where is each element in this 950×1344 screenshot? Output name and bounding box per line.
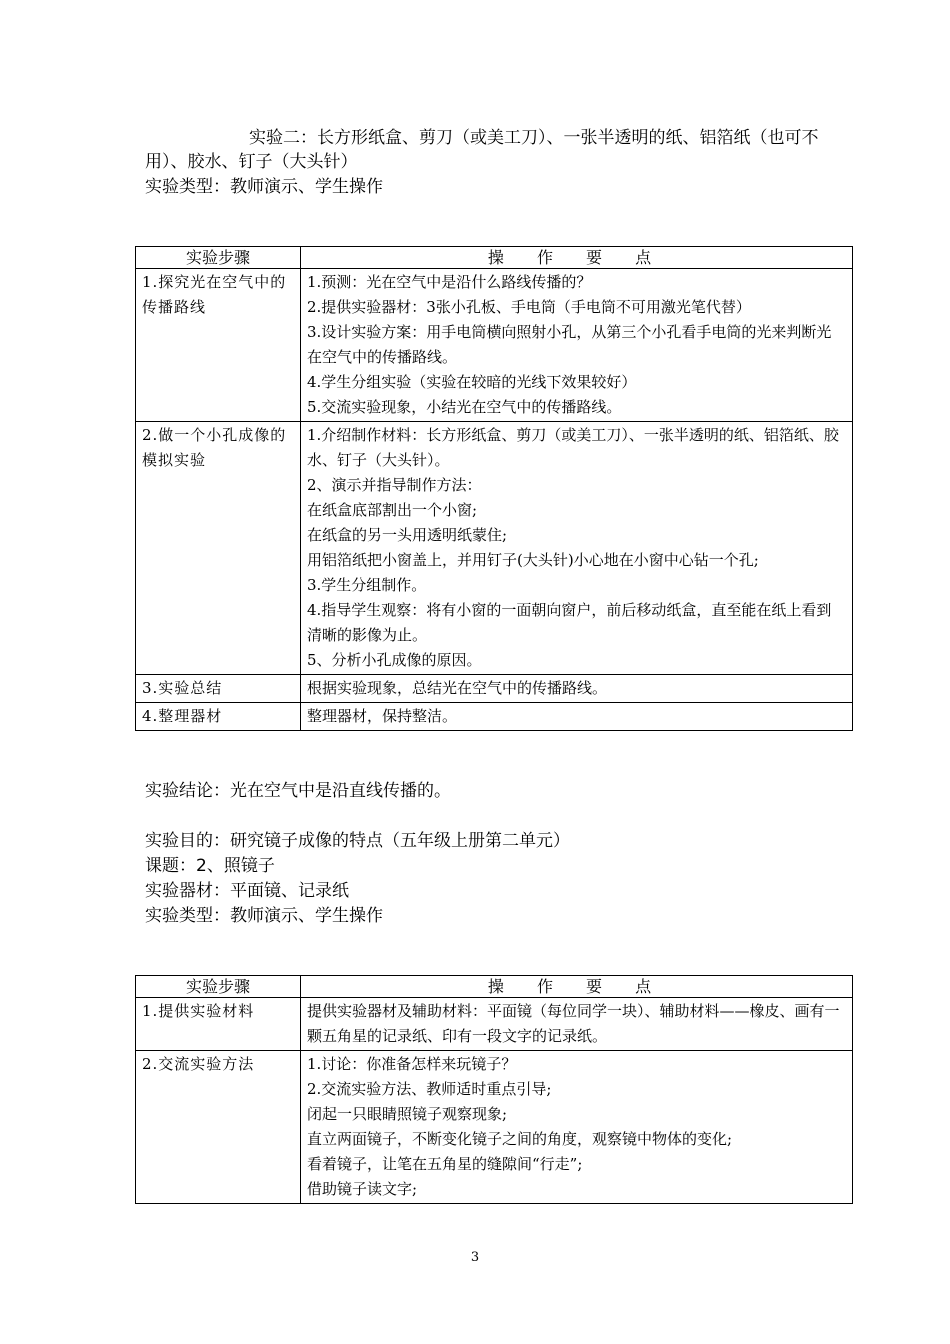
experiment-type-1: 实验类型：教师演示、学生操作 bbox=[145, 177, 383, 197]
step-cell: 2.交流实验方法 bbox=[136, 1051, 301, 1204]
table-row bbox=[136, 269, 853, 422]
point-line: 借助镜子读文字; bbox=[307, 1180, 418, 1198]
header-steps: 实验步骤 bbox=[136, 247, 301, 269]
equipment-line: 实验器材：平面镜、记录纸 bbox=[145, 881, 349, 901]
points-cell bbox=[301, 269, 853, 422]
point-line: 闭起一只眼睛照镜子观察现象; bbox=[307, 1105, 508, 1123]
experiment-type-2: 实验类型：教师演示、学生操作 bbox=[145, 906, 383, 926]
points-cell bbox=[301, 675, 853, 703]
page-number: 3 bbox=[470, 1250, 480, 1265]
step-cell: 2.做一个小孔成像的模拟实验 bbox=[136, 422, 301, 675]
steps-table-2 bbox=[135, 975, 853, 1204]
point-line: 用铝箔纸把小窗盖上，并用钉子(大头针)小心地在小窗中心钻一个孔; bbox=[307, 551, 759, 569]
table-row bbox=[136, 675, 853, 703]
table-row bbox=[136, 703, 853, 731]
point-line: 2.交流实验方法、教师适时重点引导; bbox=[307, 1080, 552, 1098]
step-cell: 1.探究光在空气中的传播路线 bbox=[136, 269, 301, 422]
header-steps: 实验步骤 bbox=[136, 976, 301, 998]
point-line: 4.指导学生观察：将有小窗的一面朝向窗户，前后移动纸盒，直至能在纸上看到清晰的影像为止。 bbox=[307, 601, 832, 644]
point-line: 2.提供实验器材：3张小孔板、手电筒（手电筒不可用激光笔代替） bbox=[307, 298, 751, 316]
point-line: 在纸盒的另一头用透明纸蒙住; bbox=[307, 526, 508, 544]
point-line: 2、演示并指导制作方法： bbox=[307, 476, 482, 494]
step-cell: 3.实验总结 bbox=[136, 675, 301, 703]
point-line: 根据实验现象，总结光在空气中的传播路线。 bbox=[307, 679, 608, 697]
steps-table-1 bbox=[135, 246, 853, 731]
step-cell: 1.提供实验材料 bbox=[136, 998, 301, 1051]
points-cell bbox=[301, 422, 853, 675]
table-row bbox=[136, 422, 853, 675]
point-line: 提供实验器材及辅助材料：平面镜（每位同学一块）、辅助材料——橡皮、画有一颗五角星的记录纸、印有一段文字的记录纸。 bbox=[307, 1002, 840, 1045]
materials-paragraph bbox=[145, 126, 825, 174]
materials-line-1: 实验二：长方形纸盒、剪刀（或美工刀）、一张半透明的纸、铝箔纸（也 bbox=[249, 128, 785, 148]
table-header-row bbox=[136, 247, 853, 269]
point-line: 3.学生分组制作。 bbox=[307, 576, 427, 594]
point-line: 5、分析小孔成像的原因。 bbox=[307, 651, 482, 669]
point-line: 看着镜子，让笔在五角星的缝隙间“行走”; bbox=[307, 1155, 583, 1173]
point-line: 1.预测：光在空气中是沿什么路线传播的？ bbox=[307, 273, 592, 291]
point-line: 3.设计实验方案：用手电筒横向照射小孔，从第三个小孔看手电筒的光来判断光在空气中的传播路线。 bbox=[307, 323, 832, 366]
topic-line: 课题：2、照镜子 bbox=[145, 856, 275, 876]
point-line: 1.介绍制作材料：长方形纸盒、剪刀（或美工刀）、一张半透明的纸、铝箔纸、胶水、钉子（大头针）。 bbox=[307, 426, 839, 469]
point-line: 整理器材，保持整洁。 bbox=[307, 707, 458, 725]
point-line: 5.交流实验现象，小结光在空气中的传播路线。 bbox=[307, 398, 622, 416]
point-line: 直立两面镜子，不断变化镜子之间的角度，观察镜中物体的变化; bbox=[307, 1130, 733, 1148]
points-cell bbox=[301, 998, 853, 1051]
conclusion: 实验结论：光在空气中是沿直线传播的。 bbox=[145, 781, 451, 801]
point-line: 在纸盒底部割出一个小窗; bbox=[307, 501, 478, 519]
table-row bbox=[136, 1051, 853, 1204]
header-operation-points: 操 作 要 点 bbox=[301, 976, 853, 998]
point-line: 4.学生分组实验（实验在较暗的光线下效果较好） bbox=[307, 373, 637, 391]
point-line: 1.讨论：你准备怎样来玩镜子？ bbox=[307, 1055, 517, 1073]
purpose-line: 实验目的：研究镜子成像的特点（五年级上册第二单元） bbox=[145, 831, 570, 851]
header-operation-points: 操 作 要 点 bbox=[301, 247, 853, 269]
table-header-row bbox=[136, 976, 853, 998]
step-cell: 4.整理器材 bbox=[136, 703, 301, 731]
points-cell bbox=[301, 1051, 853, 1204]
points-cell bbox=[301, 703, 853, 731]
materials-line-2: 可不用）、胶水、钉子（大头针） bbox=[145, 128, 819, 172]
table-row bbox=[136, 998, 853, 1051]
